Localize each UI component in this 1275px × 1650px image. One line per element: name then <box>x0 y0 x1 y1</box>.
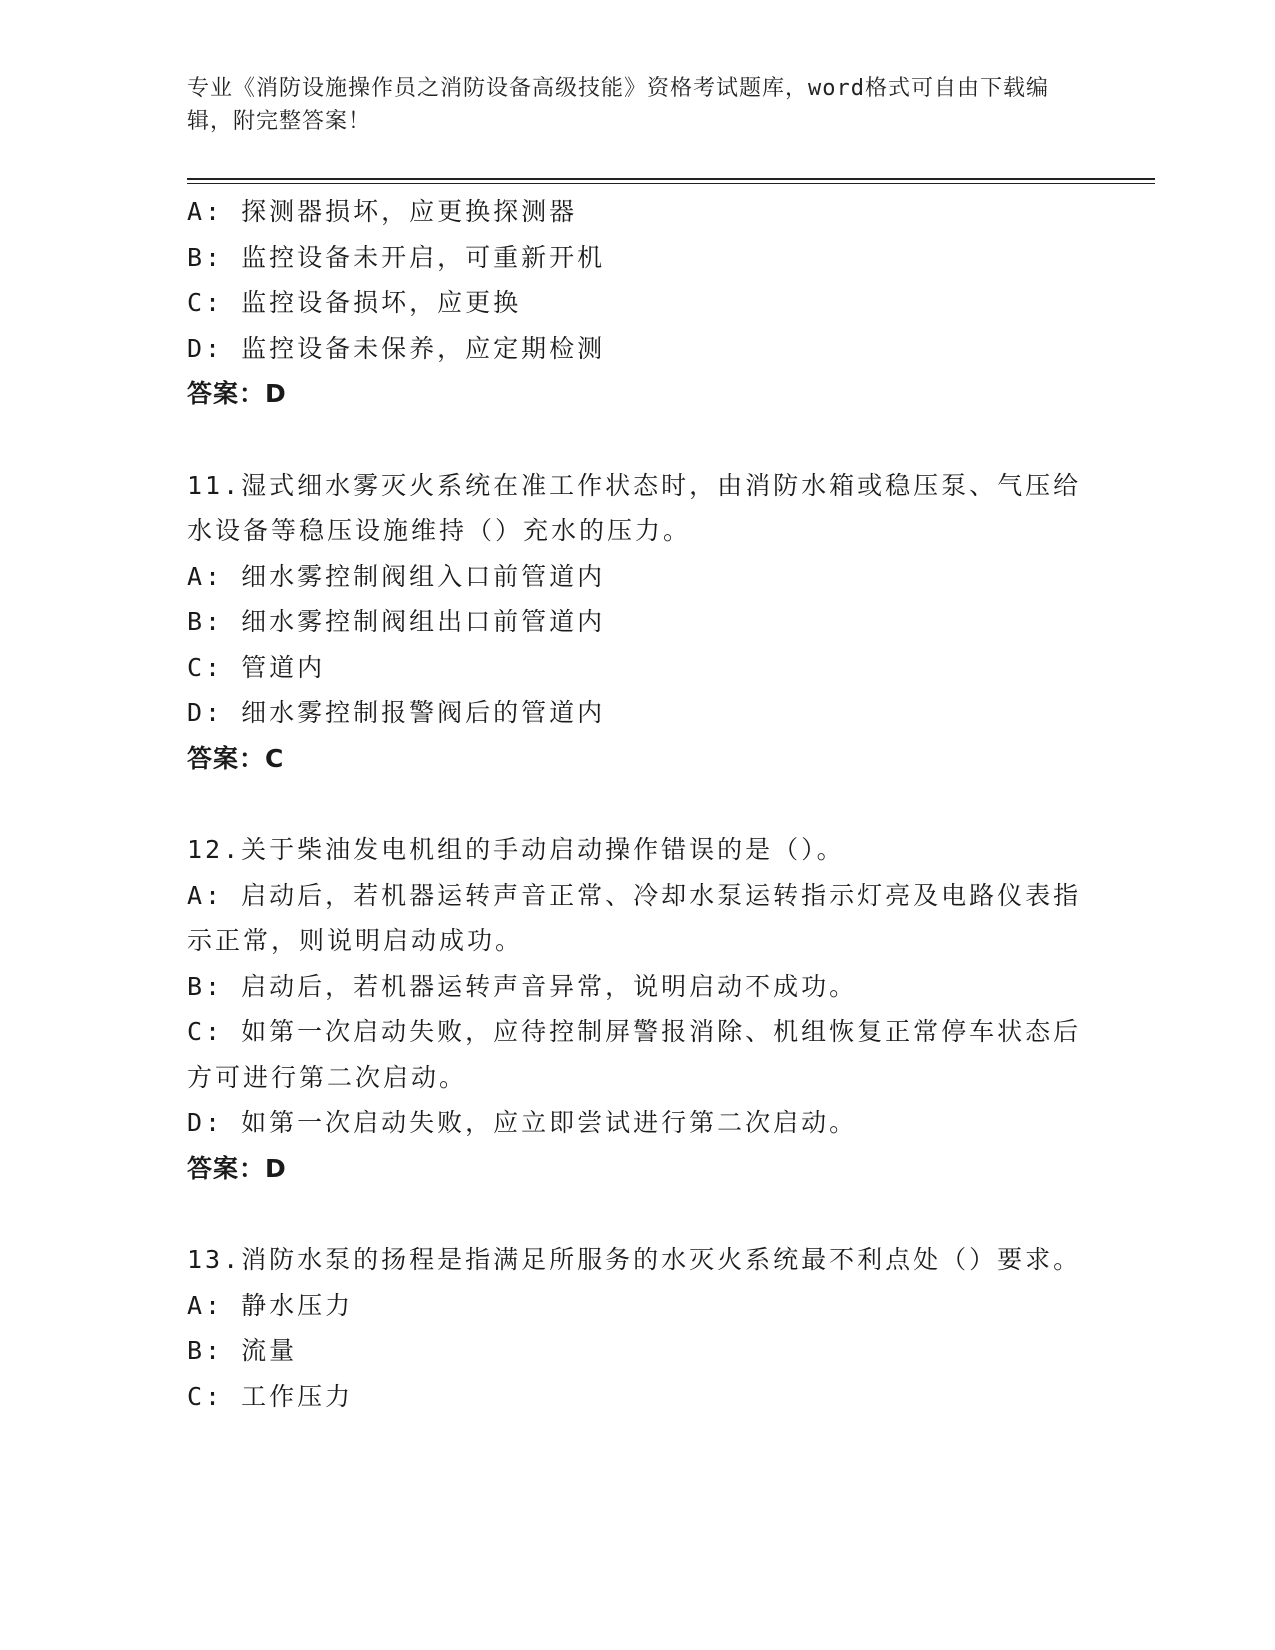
question-block-11 <box>187 463 1087 782</box>
option-a: A: 启动后，若机器运转声音正常、冷却水泵运转指示灯亮及电路仪表指示正常，则说明启动成功。 <box>187 880 1082 955</box>
option-b: B: 细水雾控制阀组出口前管道内 <box>187 607 606 636</box>
document-header: 专业《消防设施操作员之消防设备高级技能》资格考试题库，word格式可自由下载编辑，附完整答案！ <box>187 76 1049 134</box>
header-divider-thick <box>187 178 1155 180</box>
option-c: C: 监控设备损坏，应更换 <box>187 288 522 317</box>
question-block-13 <box>187 1237 1087 1419</box>
question-block-12 <box>187 827 1087 1191</box>
option-b: B: 启动后，若机器运转声音异常，说明启动不成功。 <box>187 971 858 1001</box>
answer-label: 答案：C <box>187 743 285 773</box>
answer-label: 答案：D <box>187 1153 287 1183</box>
option-a: A: 细水雾控制阀组入口前管道内 <box>187 561 606 591</box>
option-d: D: 监控设备未保养，应定期检测 <box>187 333 606 363</box>
option-a: A: 探测器损坏，应更换探测器 <box>187 197 578 226</box>
option-a: A: 静水压力 <box>187 1290 354 1320</box>
option-b: B: 监控设备未开启，可重新开机 <box>187 242 606 272</box>
option-b: B: 流量 <box>187 1336 298 1365</box>
option-d: D: 如第一次启动失败，应立即尝试进行第二次启动。 <box>187 1108 858 1137</box>
answer-label: 答案：D <box>187 379 287 408</box>
question-block-10 <box>187 189 1087 417</box>
option-c: C: 管道内 <box>187 652 326 682</box>
question-text: 12.关于柴油发电机组的手动启动操作错误的是（）。 <box>187 835 845 864</box>
header-divider-thin <box>187 183 1155 184</box>
option-d: D: 细水雾控制报警阀后的管道内 <box>187 698 606 727</box>
question-text: 13.消防水泵的扬程是指满足所服务的水灭火系统最不利点处（）要求。 <box>187 1245 1082 1274</box>
option-c: C: 如第一次启动失败，应待控制屏警报消除、机组恢复正常停车状态后方可进行第二次启动。 <box>187 1017 1082 1092</box>
option-c: C: 工作压力 <box>187 1381 354 1411</box>
question-content <box>187 189 1087 1419</box>
question-text: 11.湿式细水雾灭火系统在准工作状态时，由消防水箱或稳压泵、气压给水设备等稳压设施维持（）充水的压力。 <box>187 470 1082 545</box>
